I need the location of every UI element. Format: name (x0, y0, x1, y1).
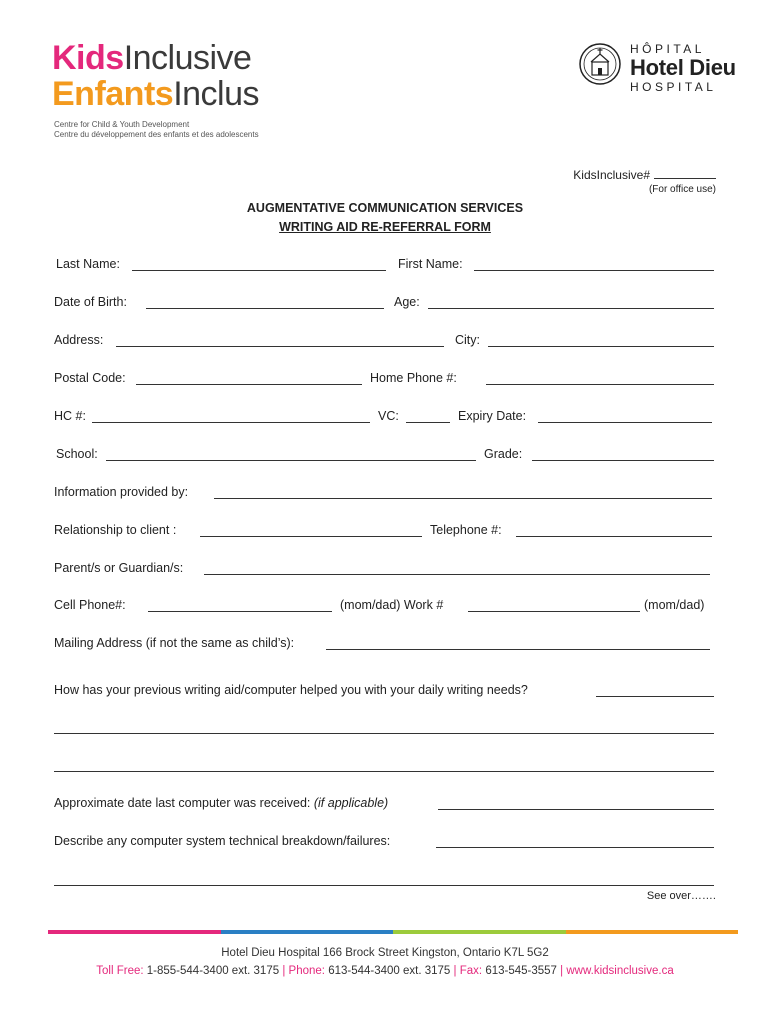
footer-bar-blue (221, 930, 394, 934)
hc-field[interactable] (92, 422, 370, 423)
hospital-emblem-icon (578, 42, 622, 86)
last-name-label: Last Name: (56, 257, 120, 271)
dob-label: Date of Birth: (54, 295, 127, 309)
first-name-field[interactable] (474, 270, 714, 271)
work-phone-field[interactable] (468, 611, 640, 612)
logo-subtitle-1: Centre for Child & Youth Development (54, 120, 190, 129)
phone-label: Phone: (288, 965, 325, 977)
logo-subtitle-2: Centre du développement des enfants et des adolescents (54, 130, 259, 139)
fax-number: 613-545-3557 (485, 965, 557, 977)
home-phone-field[interactable] (486, 384, 714, 385)
office-label: KidsInclusive# (573, 168, 650, 182)
grade-label: Grade: (484, 447, 523, 461)
hd-hospital: HOSPITAL (630, 80, 717, 94)
office-use-field (573, 166, 716, 182)
phone-number: 613-544-3400 ext. 3175 (328, 965, 451, 977)
mom-dad-label-2: (mom/dad) (644, 598, 705, 612)
writing-aid-answer-line-2[interactable] (54, 733, 714, 734)
see-over-note: See over……. (646, 890, 716, 902)
writing-aid-question: How has your previous writing aid/computer helped you with your daily writing needs? (54, 683, 528, 697)
fax-label: Fax: (459, 965, 483, 977)
hotel-dieu-logo (578, 42, 736, 98)
logo-inclusive-word: Inclusive (123, 39, 252, 77)
logo-line-1 (52, 40, 282, 76)
separator-1: | (282, 965, 286, 977)
address-label: Address: (54, 333, 104, 347)
mom-dad-work-label: (mom/dad) Work # (340, 598, 444, 612)
cell-phone-label: Cell Phone#: (54, 598, 126, 612)
toll-free-number: 1-855-544-3400 ext. 3175 (146, 965, 280, 977)
parent-guardian-label: Parent/s or Guardian/s: (54, 561, 184, 575)
separator-3: | (560, 965, 564, 977)
address-field[interactable] (116, 346, 444, 347)
dob-field[interactable] (146, 308, 384, 309)
separator-2: | (453, 965, 457, 977)
approx-date-field[interactable] (438, 809, 714, 810)
hd-hotel-dieu: Hotel Dieu (630, 55, 736, 80)
info-provided-by-field[interactable] (214, 498, 712, 499)
age-label: Age: (394, 295, 420, 309)
hotel-dieu-wordmark (630, 42, 736, 94)
telephone-label: Telephone #: (430, 523, 502, 537)
school-field[interactable] (106, 460, 476, 461)
relationship-field[interactable] (200, 536, 422, 537)
if-applicable-note: (if applicable) (313, 796, 389, 810)
breakdown-line-2[interactable] (54, 885, 714, 886)
expiry-date-field[interactable] (538, 422, 712, 423)
hc-label: HC #: (54, 409, 86, 423)
logo-kids-word: Kids (52, 39, 124, 77)
office-use-note: (For office use) (648, 184, 716, 195)
last-name-field[interactable] (132, 270, 386, 271)
age-field[interactable] (428, 308, 714, 309)
school-label: School: (56, 447, 98, 461)
info-provided-by-label: Information provided by: (54, 485, 189, 499)
footer-bar-pink (48, 930, 221, 934)
breakdown-label: Describe any computer system technical breakdown/failures: (54, 834, 391, 848)
vc-label: VC: (378, 409, 399, 423)
telephone-field[interactable] (516, 536, 712, 537)
breakdown-field[interactable] (436, 847, 714, 848)
parent-guardian-field[interactable] (204, 574, 710, 575)
logo-inclus-word: Inclus (173, 75, 260, 113)
footer-color-bar (48, 930, 738, 934)
writing-aid-answer-line-3[interactable] (54, 771, 714, 772)
writing-aid-answer-field[interactable] (596, 696, 714, 697)
form-title: AUGMENTATIVE COMMUNICATION SERVICES (246, 201, 524, 215)
postal-code-field[interactable] (136, 384, 362, 385)
cell-phone-field[interactable] (148, 611, 332, 612)
postal-code-label: Postal Code: (54, 371, 126, 385)
first-name-label: First Name: (398, 257, 463, 271)
expiry-date-label: Expiry Date: (458, 409, 527, 423)
toll-free-label: Toll Free: (96, 965, 144, 977)
office-number-line[interactable] (654, 166, 716, 179)
logo-line-2 (52, 76, 282, 112)
kidsinclusive-logo (52, 40, 282, 140)
logo-enfants-word: Enfants (52, 75, 174, 113)
hd-hopital: HÔPITAL (630, 42, 705, 56)
footer-address: Hotel Dieu Hospital 166 Brock Street Kingston, Ontario K7L 5G2 (221, 947, 549, 959)
city-label: City: (455, 333, 480, 347)
home-phone-label: Home Phone #: (370, 371, 457, 385)
form-subtitle: WRITING AID RE-REFERRAL FORM (279, 220, 491, 234)
approx-date-label (54, 796, 388, 810)
city-field[interactable] (488, 346, 714, 347)
mailing-address-label: Mailing Address (if not the same as child’s): (54, 636, 295, 650)
approx-date-text: Approximate date last computer was received: (54, 796, 311, 810)
footer-contact (0, 965, 770, 977)
vc-field[interactable] (406, 422, 450, 423)
grade-field[interactable] (532, 460, 714, 461)
relationship-label: Relationship to client : (54, 523, 177, 537)
mailing-address-field[interactable] (326, 649, 710, 650)
website-link[interactable]: www.kidsinclusive.ca (566, 965, 674, 977)
footer-bar-green (393, 930, 566, 934)
footer-bar-orange (566, 930, 739, 934)
